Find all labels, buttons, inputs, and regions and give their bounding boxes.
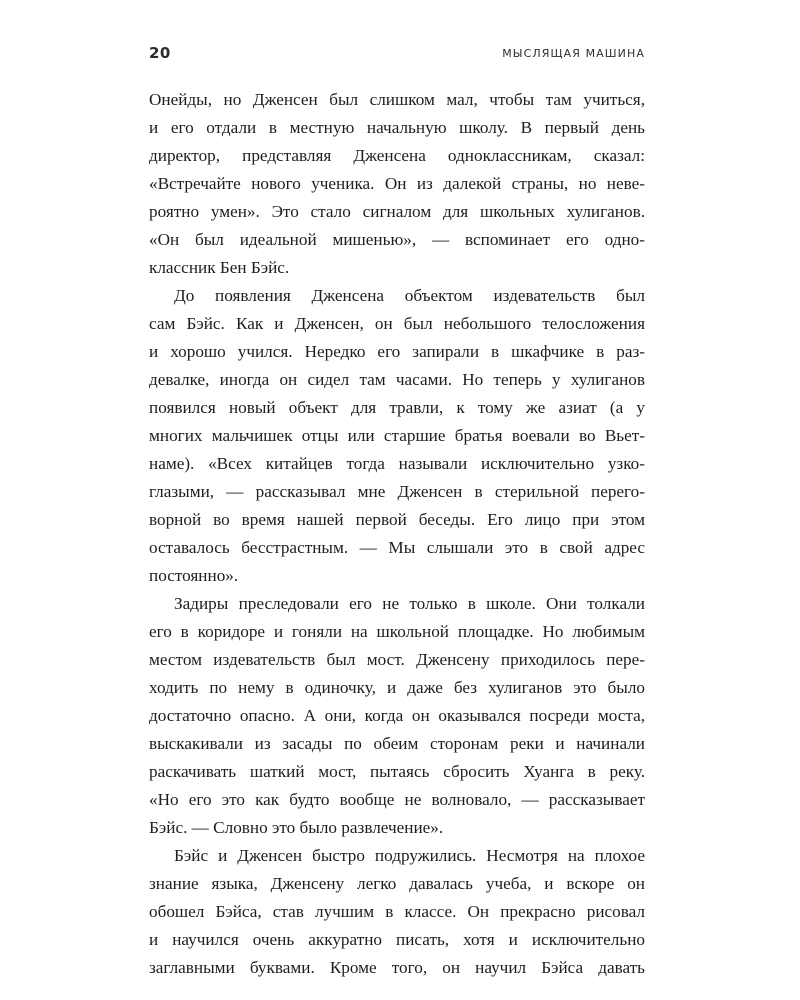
text-line: и научился очень аккуратно писать, хотя и исключительно — [149, 930, 645, 949]
page-number: 20 — [149, 44, 171, 62]
paragraph — [149, 86, 645, 282]
text-line: знание языка, Дженсену легко давалась учеба, и вскоре он — [149, 874, 645, 893]
text-line: глазыми, — рассказывал мне Дженсен в стерильной перего- — [149, 482, 645, 501]
text-line: девалке, иногда он сидел там часами. Но теперь у хулиганов — [149, 370, 645, 389]
text-line: постоянно». — [149, 566, 239, 585]
text-line: «Встречайте нового ученика. Он из далекой страны, но неве- — [149, 174, 645, 193]
text-line: местом издевательств был мост. Дженсену приходилось пере- — [149, 650, 645, 669]
text-line: обошел Бэйса, став лучшим в классе. Он прекрасно рисовал — [149, 902, 645, 921]
text-line: заглавными буквами. Кроме того, он научил Бэйса давать — [149, 958, 645, 977]
text-line: Задиры преследовали его не только в школе. Они толкали — [174, 594, 645, 613]
text-line: Бэйс и Дженсен быстро подружились. Несмотря на плохое — [174, 846, 645, 865]
paragraph — [149, 590, 645, 842]
text-line: наме). «Всех китайцев тогда называли исключительно узко- — [149, 454, 645, 473]
text-line: многих мальчишек отцы или старшие братья воевали во Вьет- — [149, 426, 645, 445]
text-line: его в коридоре и гоняли на школьной площадке. Но любимым — [149, 622, 645, 641]
text-line: оставалось бесстрастным. — Мы слышали это в свой адрес — [149, 538, 645, 557]
running-head — [149, 44, 645, 68]
text-line: До появления Дженсена объектом издевательств был — [174, 286, 645, 305]
text-line: достаточно опасно. А они, когда он оказывался посреди моста, — [149, 706, 645, 725]
text-line: сам Бэйс. Как и Дженсен, он был небольшого телосложения — [149, 314, 645, 333]
paragraph — [149, 282, 645, 590]
text-line: появился новый объект для травли, к тому же азиат (а у — [149, 398, 645, 417]
text-line: и его отдали в местную начальную школу. В первый день — [149, 118, 645, 137]
text-line: роятно умен». Это стало сигналом для школьных хулиганов. — [149, 202, 645, 221]
text-line: «Но его это как будто вообще не волновало, — рассказывает — [149, 790, 645, 809]
body-text — [149, 86, 645, 982]
text-line: ходить по нему в одиночку, и даже без хулиганов это было — [149, 678, 645, 697]
text-line: раскачивать шаткий мост, пытаясь сбросить Хуанга в реку. — [149, 762, 645, 781]
text-line: и хорошо учился. Нередко его запирали в шкафчике в раз- — [149, 342, 645, 361]
text-line: «Он был идеальной мишенью», — вспоминает его одно- — [149, 230, 645, 249]
book-title: МЫСЛЯЩАЯ МАШИНА — [502, 47, 645, 60]
paragraph — [149, 842, 645, 982]
text-line: Бэйс. — Словно это было развлечение». — [149, 818, 444, 837]
text-line: директор, представляя Дженсена одноклассникам, сказал: — [149, 146, 645, 165]
text-line: классник Бен Бэйс. — [149, 258, 290, 277]
text-line: ворной во время нашей первой беседы. Его лицо при этом — [149, 510, 645, 529]
text-line: выскакивали из засады по обеим сторонам реки и начинали — [149, 734, 645, 753]
text-line: Онейды, но Дженсен был слишком мал, чтобы там учиться, — [149, 90, 645, 109]
